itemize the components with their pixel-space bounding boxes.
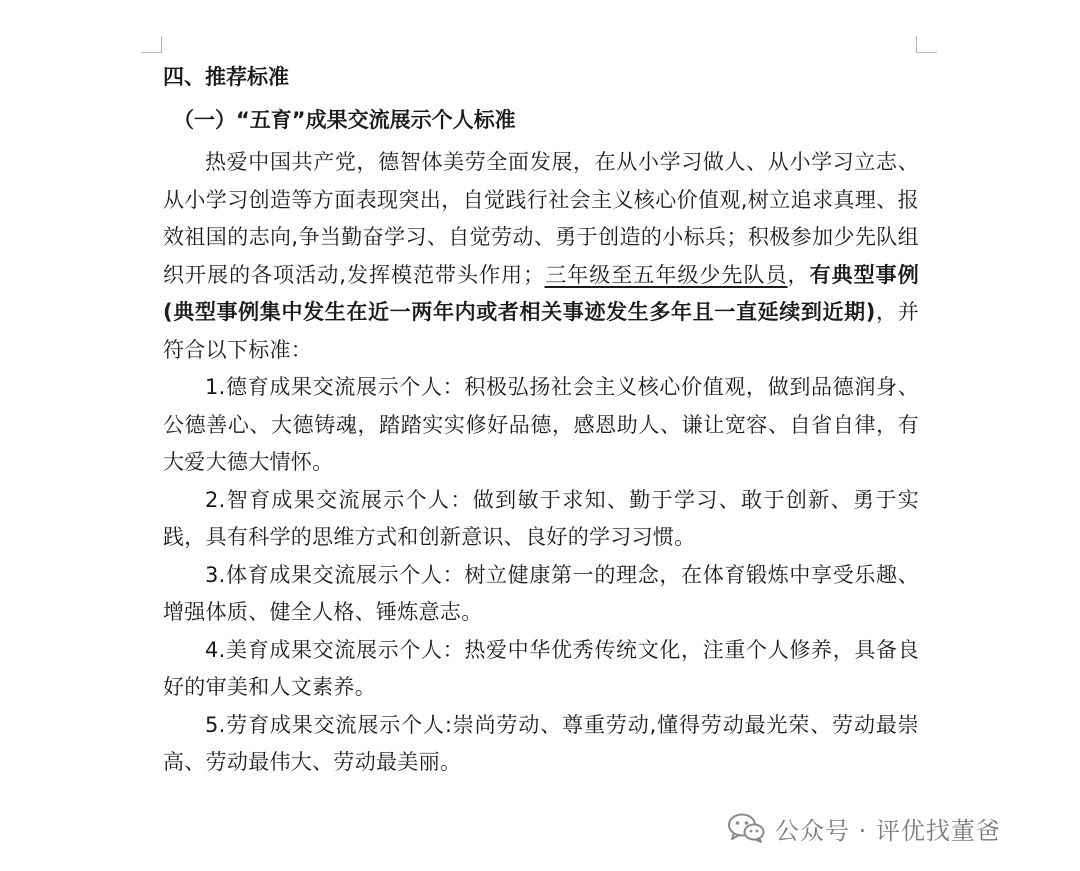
section-title: 四、推荐标准 xyxy=(163,65,289,89)
criterion-moral: 1.德育成果交流展示个人：积极弘扬社会主义核心价值观，做到品德润身、公德善心、大德铸魂，踏踏实实修好品德，感恩助人、谦让宽容、自省自律，有大爱大德大情怀。 xyxy=(163,375,919,474)
watermark xyxy=(727,808,1001,848)
page-corner-mark-left xyxy=(141,36,162,53)
criterion-aesthetic: 4.美育成果交流展示个人：热爱中华优秀传统文化，注重个人修养，具备良好的审美和人文素养。 xyxy=(163,637,919,699)
watermark-text: 公众号 · 评优找董爸 xyxy=(775,816,1001,845)
page-corner-mark-right xyxy=(916,36,937,53)
subsection-title: （一）“五育”成果交流展示个人标准 xyxy=(173,108,516,132)
criterion-physical: 3.体育成果交流展示个人：树立健康第一的理念，在体育锻炼中享受乐趣、增强体质、健全人格、锤炼意志。 xyxy=(163,562,919,624)
intro-comma: ， xyxy=(787,262,810,287)
criterion-intellectual: 2.智育成果交流展示个人：做到敏于求知、勤于学习、敢于创新、勇于实践，具有科学的思维方式和创新意识、良好的学习习惯。 xyxy=(163,487,919,549)
intro-text-1: 热爱中国共产党，德智体美劳全面发展，在从小学习做人、从小学习立志、从小学习创造等方面表现突出，自觉践行社会主义核心价值观,树立追求真理、报效祖国的志向,争当勤奋学习、自觉劳动、勇于创造的小标兵；积极参加少先队组织开展的各项活动,发挥模范带头作用； xyxy=(163,150,919,287)
intro-bold-text: 有典型事例(典型事例集中发生在近一两年内或者相关事迹发生多年且一直延续到近期) xyxy=(163,262,919,324)
intro-paragraph xyxy=(163,144,919,369)
document-body xyxy=(163,58,919,782)
intro-text-2: ，并符合以下标准： xyxy=(163,300,919,362)
wechat-icon xyxy=(727,812,765,844)
intro-underlined-text: 三年级至五年级少先队员 xyxy=(544,262,788,287)
criterion-labor: 5.劳育成果交流展示个人:崇尚劳动、尊重劳动,懂得劳动最光荣、劳动最崇高、劳动最伟大、劳动最美丽。 xyxy=(163,712,919,774)
